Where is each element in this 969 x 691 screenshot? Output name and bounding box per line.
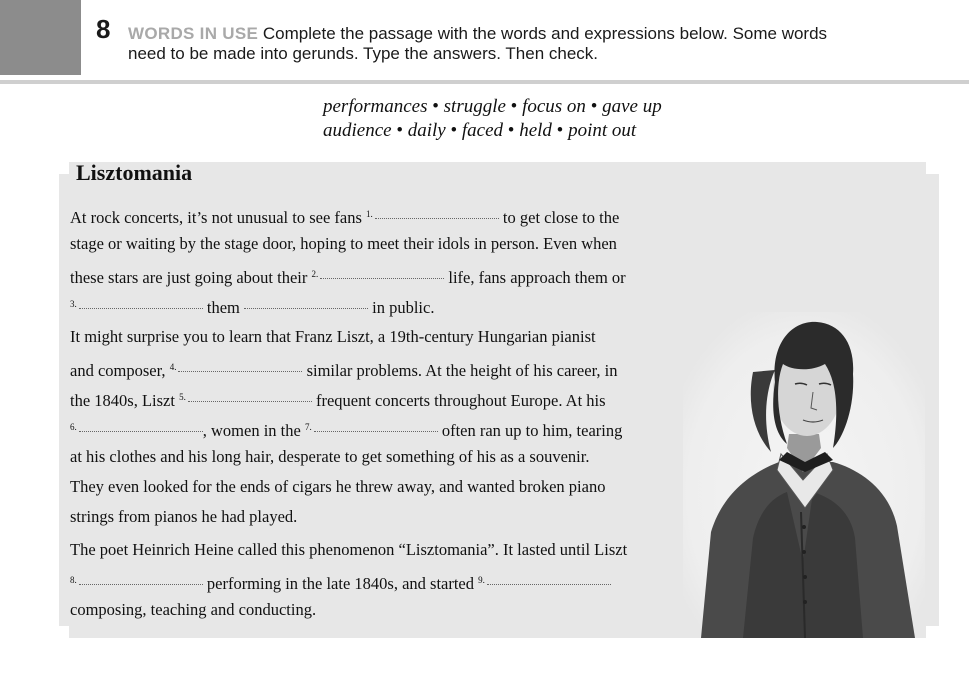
word-separator: • xyxy=(505,96,523,117)
passage-line xyxy=(70,502,690,532)
passage-text-segment: them xyxy=(202,298,244,317)
word-separator: • xyxy=(427,96,444,117)
header-grey-block xyxy=(0,0,81,75)
passage-line xyxy=(70,472,690,502)
passage-text-segment: composing, teaching and conducting. xyxy=(70,600,317,619)
passage-line xyxy=(70,352,690,382)
word-bank-item: daily xyxy=(407,120,446,141)
word-bank-item: gave up xyxy=(602,96,662,117)
passage-text-segment: similar problems. At the height of his career, in xyxy=(302,361,618,380)
word-separator: • xyxy=(585,96,603,117)
passage-line xyxy=(70,199,690,229)
word-bank-item: held xyxy=(519,120,552,141)
passage-title: Lisztomania xyxy=(76,160,193,185)
word-bank-item: struggle xyxy=(443,96,506,117)
passage-line xyxy=(70,259,690,289)
word-bank-item: audience xyxy=(323,120,392,141)
word-bank-row-1 xyxy=(323,95,662,119)
gap-number: 3. xyxy=(70,299,77,309)
word-separator: • xyxy=(445,120,462,141)
word-separator: • xyxy=(551,120,569,141)
passage-line xyxy=(70,442,690,472)
answer-blank[interactable] xyxy=(188,391,312,402)
exercise-number: 8 xyxy=(96,14,111,44)
passage-line xyxy=(70,565,690,595)
passage-text-segment: and composer, xyxy=(70,361,170,380)
passage-text xyxy=(70,199,690,625)
answer-blank[interactable] xyxy=(375,208,499,219)
passage-text-segment: stage or waiting by the stage door, hoping to meet their idols in person. Even when xyxy=(70,234,617,253)
gap-number: 2. xyxy=(311,269,319,279)
header-divider xyxy=(0,80,969,84)
passage-text-segment: It might surprise you to learn that Franz Liszt, a 19th-century Hungarian pianist xyxy=(70,327,596,346)
answer-blank[interactable] xyxy=(320,268,444,279)
passage-line xyxy=(70,289,690,319)
word-bank-row-2 xyxy=(323,119,662,143)
word-bank-item: point out xyxy=(568,120,637,141)
answer-blank[interactable] xyxy=(79,574,203,585)
answer-blank[interactable] xyxy=(244,298,368,309)
gap-number: 9. xyxy=(478,575,485,585)
passage-text-segment: frequent concerts throughout Europe. At his xyxy=(311,391,606,410)
passage-line xyxy=(70,229,690,259)
gap-number: 7. xyxy=(304,422,312,432)
gap-number: 8. xyxy=(70,575,77,585)
answer-blank[interactable] xyxy=(487,574,611,585)
passage-line xyxy=(70,412,690,442)
passage-text-segment: in public. xyxy=(368,298,435,317)
passage-text-segment: They even looked for the ends of cigars he threw away, and wanted broken piano xyxy=(70,477,606,496)
passage-line xyxy=(70,322,690,352)
passage-text-segment: strings from pianos he had played. xyxy=(70,507,298,526)
passage-text-segment: performing in the late 1840s, and started xyxy=(202,574,479,593)
passage-text-segment: The poet Heinrich Heine called this phenomenon “Lisztomania”. It lasted until Liszt xyxy=(70,540,628,559)
passage-text-segment: the 1840s, Liszt xyxy=(70,391,180,410)
passage-text-segment: , women in the xyxy=(202,421,305,440)
answer-blank[interactable] xyxy=(178,361,302,372)
instructions xyxy=(128,24,928,64)
passage-text-segment: often ran up to him, tearing xyxy=(437,421,623,440)
gap-number: 4. xyxy=(169,362,177,372)
passage-text-segment: to get close to the xyxy=(498,208,620,227)
instructions-line-2: need to be made into gerunds. Type the answers. Then check. xyxy=(128,44,599,63)
passage-text-segment: life, fans approach them or xyxy=(444,268,626,287)
passage-text-segment: At rock concerts, it’s not unusual to see fans xyxy=(70,208,367,227)
word-bank-item: focus on xyxy=(522,96,586,117)
passage-text-segment: at his clothes and his long hair, desperate to get something of his as a souvenir. xyxy=(70,447,590,466)
word-bank-item: performances xyxy=(323,96,428,117)
exercise-title: WORDS IN USE xyxy=(128,24,259,43)
answer-blank[interactable] xyxy=(79,298,203,309)
gap-number: 5. xyxy=(179,392,186,402)
word-separator: • xyxy=(503,120,520,141)
passage-line xyxy=(70,382,690,412)
word-bank xyxy=(323,95,662,143)
instructions-line-1: Complete the passage with the words and expressions below. Some words xyxy=(262,24,828,43)
word-separator: • xyxy=(391,120,408,141)
gap-number: 6. xyxy=(70,422,77,432)
gap-number: 1. xyxy=(366,209,373,219)
word-bank-item: faced xyxy=(461,120,504,141)
portrait-illustration xyxy=(683,312,925,638)
passage-text-segment: these stars are just going about their xyxy=(70,268,312,287)
passage-line xyxy=(70,535,690,565)
answer-blank[interactable] xyxy=(314,421,438,432)
answer-blank[interactable] xyxy=(79,421,203,432)
passage-line xyxy=(70,595,690,625)
